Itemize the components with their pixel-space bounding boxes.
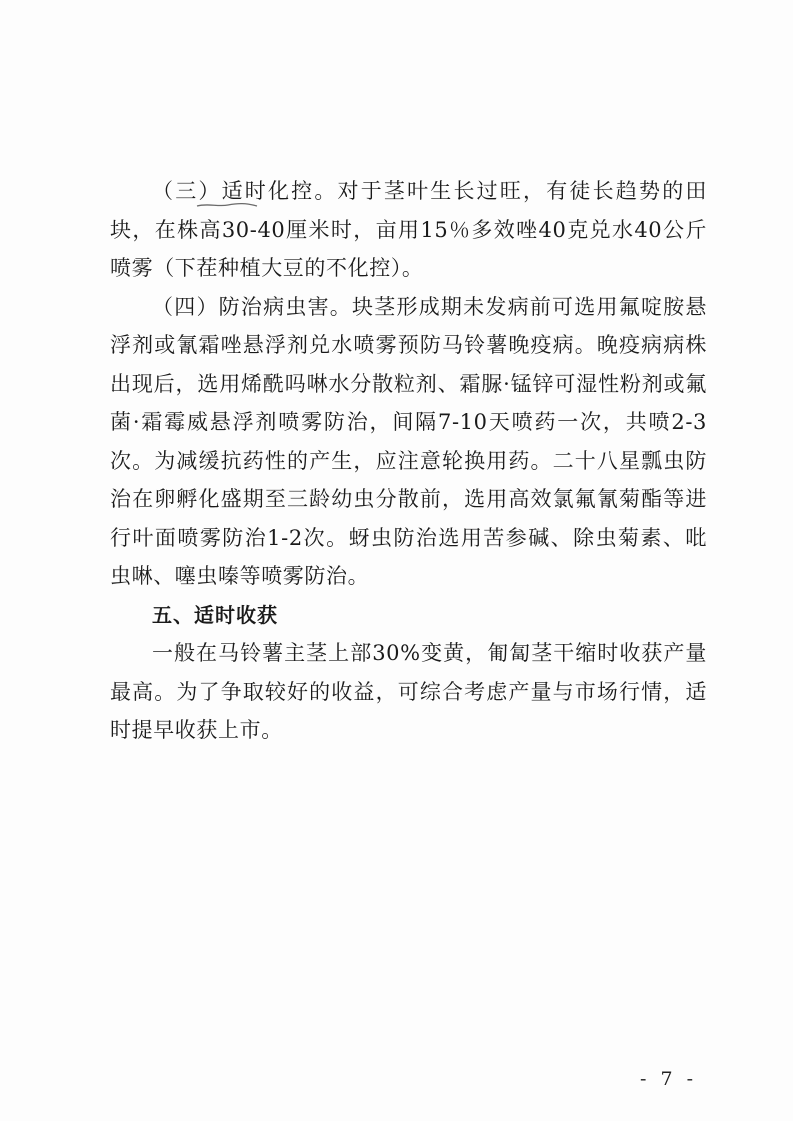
paragraph-pest-control: （四）防治病虫害。块茎形成期未发病前可选用氟啶胺悬浮剂或氰霜唑悬浮剂兑水喷雾预防马铃薯晚疫病。晚疫病病株出现后，选用烯酰吗啉水分散粒剂、霜脲·锰锌可湿性粉剂或氟菌·霜霉威悬浮剂喷雾防治，间隔7-10天喷药一次，共喷2-3次。为减缓抗药性的产生，应注意轮换用药。二十八星瓢虫防治在卵孵化盛期至三龄幼虫分散前，选用高效氯氟氰菊酯等进行叶面喷雾防治1-2次。蚜虫防治选用苦参碱、除虫菊素、吡虫啉、噻虫嗪等喷雾防治。 <box>110 294 707 588</box>
paragraph-harvest: 一般在马铃薯主茎上部30%变黄，匍匐茎干缩时收获产量最高。为了争取较好的收益，可综合考虑产量与市场行情，适时提早收获上市。 <box>110 641 707 742</box>
page-number: - 7 - <box>639 1068 697 1090</box>
section-heading-harvest: 五、适时收获 <box>152 602 278 627</box>
document-body <box>110 172 707 750</box>
paragraph-chemical-control: （三）适时化控。对于茎叶生长过旺，有徒长趋势的田块，在株高30-40厘米时，亩用15％多效唑40克兑水40公斤喷雾（下茬种植大豆的不化控）。 <box>110 179 707 280</box>
